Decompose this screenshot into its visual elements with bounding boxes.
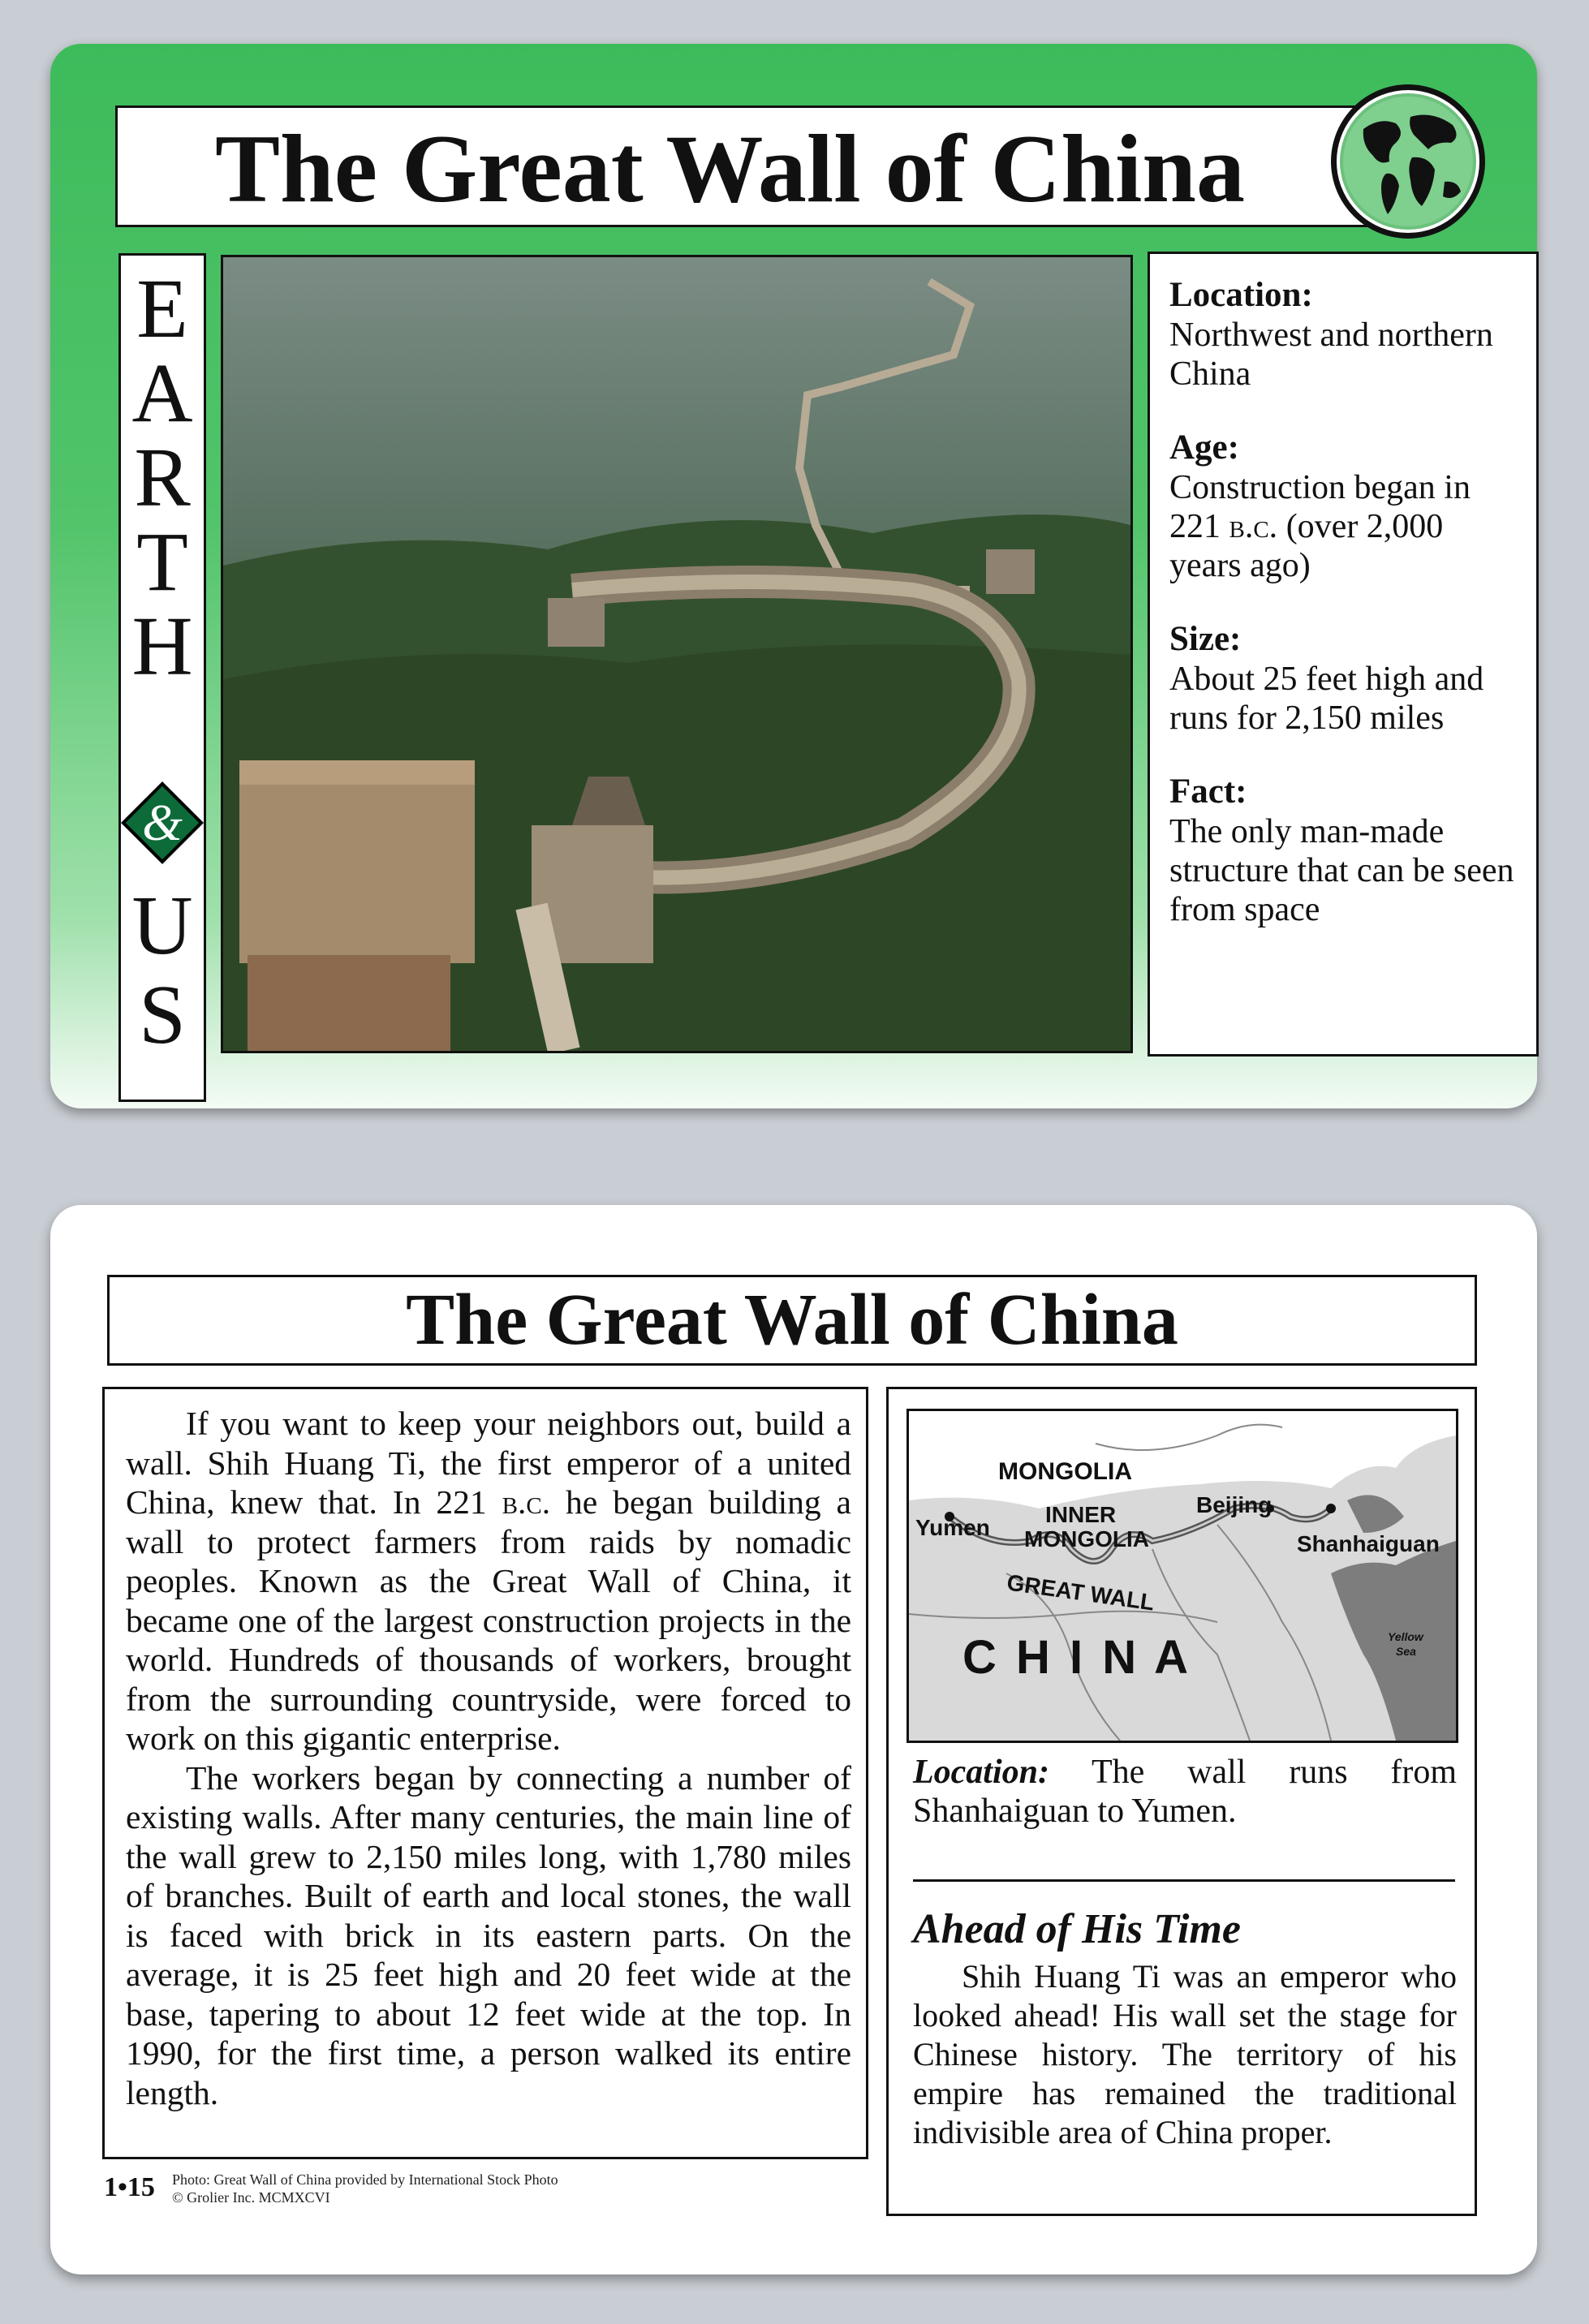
front-title: The Great Wall of China: [215, 114, 1246, 222]
side-letter-t: T: [136, 515, 188, 609]
section-divider: [913, 1879, 1455, 1882]
fact-size-text: About 25 feet high and runs for 2,150 miles: [1169, 661, 1484, 737]
map-label-shanhaiguan: Shanhaiguan: [1297, 1531, 1440, 1556]
facts-panel: [1148, 252, 1539, 1057]
ahead-text: Shih Huang Ti was an emperor who looked ahead! His wall set the stage for Chinese history. The territory of his empire has remained the traditional indivisible area of China proper.: [913, 1958, 1457, 2150]
back-card: [50, 1205, 1537, 2275]
ampersand: &: [142, 794, 183, 851]
fact-size-label: Size:: [1169, 620, 1242, 658]
map-location-caption: Location: The wall runs from Shanhaiguan to Yumen.: [913, 1754, 1457, 1830]
front-title-box: [115, 105, 1422, 227]
map-label-china: C H I N A: [962, 1631, 1191, 1684]
sidebar-panel: [886, 1387, 1477, 2216]
side-letter-s: S: [139, 968, 186, 1061]
map-label-inner: INNER: [1045, 1502, 1117, 1527]
globe-icon: [1331, 84, 1485, 239]
china-map: [906, 1409, 1458, 1743]
side-letter-r: R: [134, 431, 191, 524]
side-letter-h: H: [131, 600, 193, 693]
photo-icon: [223, 257, 1130, 1051]
side-letter-e: E: [136, 262, 188, 355]
fact-fact-text: The only man-made structure that can be seen from space: [1169, 813, 1514, 928]
map-label-inner-mongolia: MONGOLIA: [1024, 1526, 1149, 1551]
map-label-sea: Sea: [1396, 1645, 1416, 1658]
fact-location-label: Location:: [1169, 276, 1313, 314]
earth-and-us-sidebar: [118, 253, 206, 1102]
map-label-beijing: Beijing: [1196, 1492, 1272, 1517]
card-number: 1•15: [104, 2172, 155, 2202]
map-label-great-wall: GREAT WALL: [1005, 1569, 1156, 1616]
fact-location-text: Northwest and northern China: [1169, 316, 1493, 393]
side-letter-a: A: [131, 346, 193, 440]
great-wall-photo: [221, 255, 1133, 1053]
back-title-box: [107, 1275, 1477, 1366]
article-body: [102, 1387, 868, 2159]
ahead-heading: Ahead of His Time: [913, 1906, 1241, 1952]
fact-fact-label: Fact:: [1169, 773, 1247, 811]
side-letter-u: U: [131, 879, 193, 972]
front-card: [50, 44, 1537, 1108]
article-paragraph-2: The workers began by connecting a number of existing walls. After many centuries, the main line of the wall grew to 2,150 miles long, with 1,780 miles of branches. Built of earth and local stones, the wall is faced with brick in its eastern parts. On the average, it is 25 feet high and 20 feet wide at the base, tapering to about 12 feet wide at the top. In 1990, for the first time, a person walked its entire length.: [126, 1758, 851, 2111]
back-title: The Great Wall of China: [406, 1280, 1178, 1360]
article-paragraph-1: If you want to keep your neighbors out, build a wall. Shih Huang Ti, the first emperor of a united China, knew that. In 221 b.c. he began building a wall to protect farmers from raids by nomadic peoples. Known as the Great Wall of China, it became one of the largest construction projects in the world. Hundreds of thousands of workers, brought from the surrounding countryside, were forced to work on this gigantic enterprise.: [126, 1405, 851, 1757]
photo-credit: Photo: Great Wall of China provided by International Stock Photo © Grolier Inc. MCMXCVI: [172, 2171, 558, 2206]
map-label-mongolia: MONGOLIA: [998, 1458, 1132, 1485]
fact-age-text: Construction began in 221 b.c. (over 2,000 years ago): [1169, 469, 1471, 584]
map-label-yellow: Yellow: [1388, 1630, 1423, 1643]
fact-age-label: Age:: [1169, 428, 1239, 467]
map-label-yumen: Yumen: [915, 1515, 990, 1540]
